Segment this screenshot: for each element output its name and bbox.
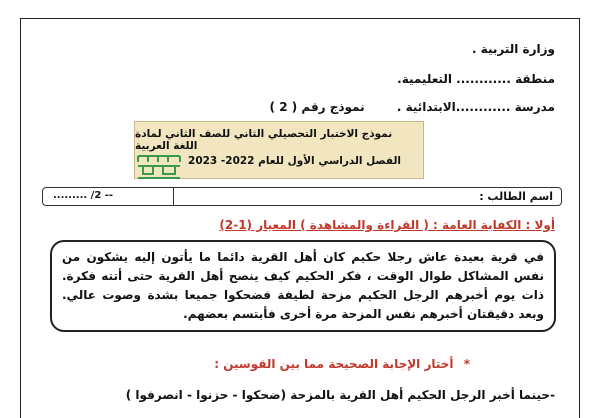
question-1: -حينما أخبر الرجل الحكيم أهل القرية بالمزحة (ضحكوا - حزنوا - انصرفوا ) (125, 388, 555, 402)
name-divider (173, 188, 174, 205)
star-icon: * (463, 357, 470, 371)
exam-title-line1: نموذج الاختبار التحصيلي الثاني للصف الثاني لمادة اللغة العربية (135, 128, 393, 152)
reading-passage: في قرية بعيدة عاش رجلا حكيم كان أهل القرية دائما ما يأتون إليه يشكون من نفس المشاكل طوال الوقت ، فكر الحكيم كيف ينصح أهل القرية حتى أتته فكرة. ذات يوم أخبرهم الرجل الحكيم مزحة لطيفة فضحكوا جميعا بشدة وصوت عالي. وبعد دقيقتان أخبرهم نفس المزحة مرة أخرى فأبتسم بعضهم. (50, 240, 556, 332)
school-line (270, 100, 555, 114)
student-name-row (42, 187, 562, 206)
ministry-line: وزارة التربية . (471, 42, 555, 56)
instruction-text: أختار الإجابة الصحيحة مما بين القوسين : (214, 357, 454, 371)
exam-title-line2: الفصل الدراسي الأول للعام 2022- 2023 (188, 155, 401, 167)
grade-field[interactable]: ......... /2 -- (53, 190, 114, 201)
instruction-line (214, 357, 470, 371)
student-name-label: اسم الطالب : (479, 190, 553, 203)
model-number: نموذج رقم ( 2 ) (269, 100, 365, 114)
section-title: أولا : الكفاية العامة : ( القراءة والمشاهدة ) المعيار (1-2) (219, 218, 555, 232)
school-label: مدرسة ............الابتدائية . (396, 100, 555, 114)
ministry-logo-icon (134, 150, 184, 180)
district-line: منطقة ............ التعليمية. (397, 72, 555, 86)
